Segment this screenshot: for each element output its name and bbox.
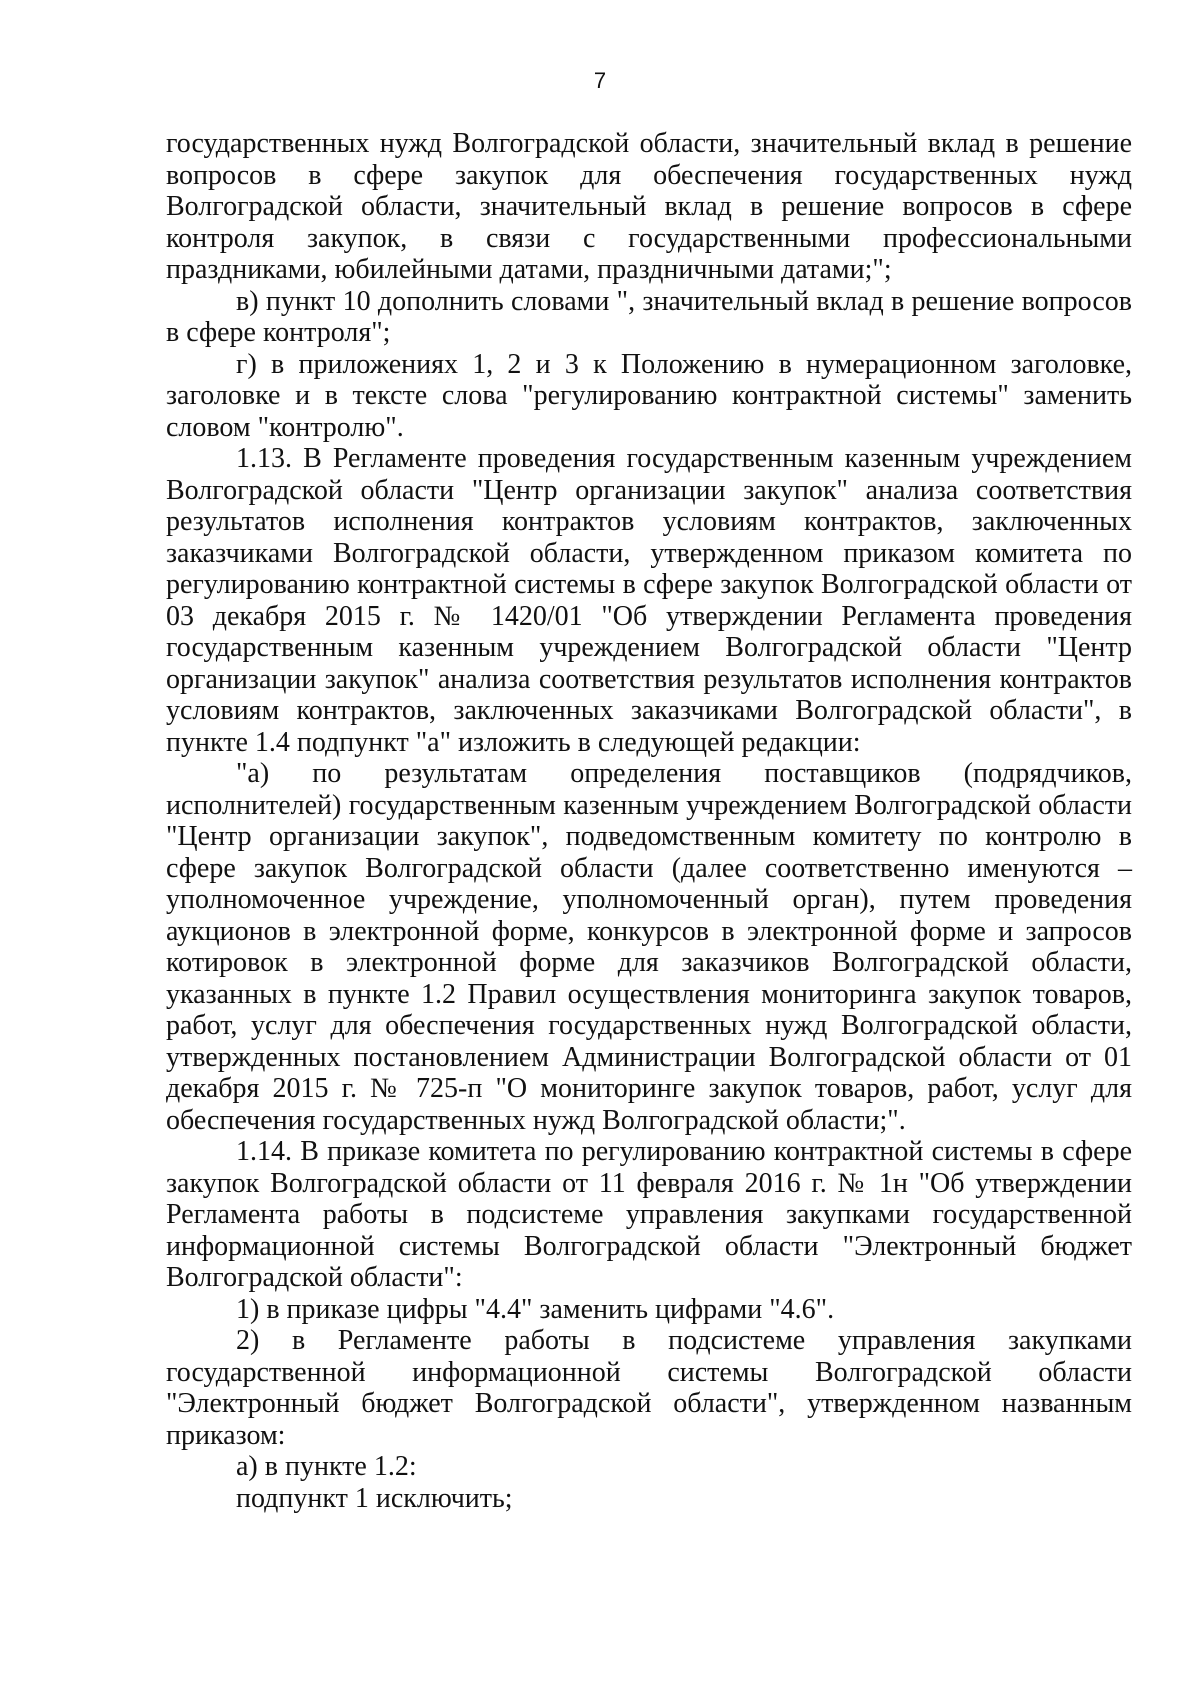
paragraph: 2) в Регламенте работы в подсистеме управления закупками государственной информационной системы Волгоградской области "Электронный бюджет Волгоградской области", утвержденном названным приказом: <box>166 1325 1132 1451</box>
paragraph: в) пункт 10 дополнить словами ", значительный вклад в решение вопросов в сфере контроля"; <box>166 285 1132 348</box>
paragraph: 1) в приказе цифры "4.4" заменить цифрами "4.6". <box>236 1293 835 1325</box>
paragraph: 1.13. В Регламенте проведения государственным казенным учреждением Волгоградской области "Центр организации закупок" анализа соответствия результатов исполнения контрактов условиям контрактов, заключенных заказчиками Волгоградской области, утвержденном приказом комитета по регулированию контрактной системы в сфере закупок Волгоградской области от 03 декабря 2015 г. № 1420/01 "Об утверждении Регламента проведения государственным казенным учреждением Волгоградской области "Центр организации закупок" анализа соответствия результатов исполнения контрактов условиям контрактов, заключенных заказчиками Волгоградской области", в пункте 1.4 подпункт "а" изложить в следующей редакции: <box>166 443 1132 758</box>
paragraph: 1.14. В приказе комитета по регулированию контрактной системы в сфере закупок Волгоградской области от 11 февраля 2016 г. № 1н "Об утверждении Регламента работы в подсистеме управления закупками государственной информационной системы Волгоградской области "Электронный бюджет Волгоградской области": <box>166 1136 1132 1293</box>
page-number: 7 <box>593 68 607 93</box>
document-body <box>166 128 1132 1514</box>
paragraph: государственных нужд Волгоградской области, значительный вклад в решение вопросов в сфере закупок для обеспечения государственных нужд Волгоградской области, значительный вклад в решение вопросов в сфере контроля закупок, в связи с государственными профессиональными праздниками, юбилейными датами, праздничными датами;"; <box>166 128 1132 285</box>
paragraph: "а) по результатам определения поставщиков (подрядчиков, исполнителей) государственным казенным учреждением Волгоградской области "Центр организации закупок", подведомственным комитету по контролю в сфере закупок Волгоградской области (далее соответственно именуются – уполномоченное учреждение, уполномоченный орган), путем проведения аукционов в электронной форме, конкурсов в электронной форме и запросов котировок в электронной форме для заказчиков Волгоградской области, указанных в пункте 1.2 Правил осуществления мониторинга закупок товаров, работ, услуг для обеспечения государственных нужд Волгоградской области, утвержденных постановлением Администрации Волгоградской области от 01 декабря 2015 г. № 725-п "О мониторинге закупок товаров, работ, услуг для обеспечения государственных нужд Волгоградской области;". <box>166 758 1132 1136</box>
paragraph: г) в приложениях 1, 2 и 3 к Положению в нумерационном заголовке, заголовке и в тексте слова "регулированию контрактной системы" заменить словом "контролю". <box>166 348 1132 443</box>
paragraph: подпункт 1 исключить; <box>236 1482 513 1514</box>
paragraph: а) в пункте 1.2: <box>236 1451 417 1482</box>
